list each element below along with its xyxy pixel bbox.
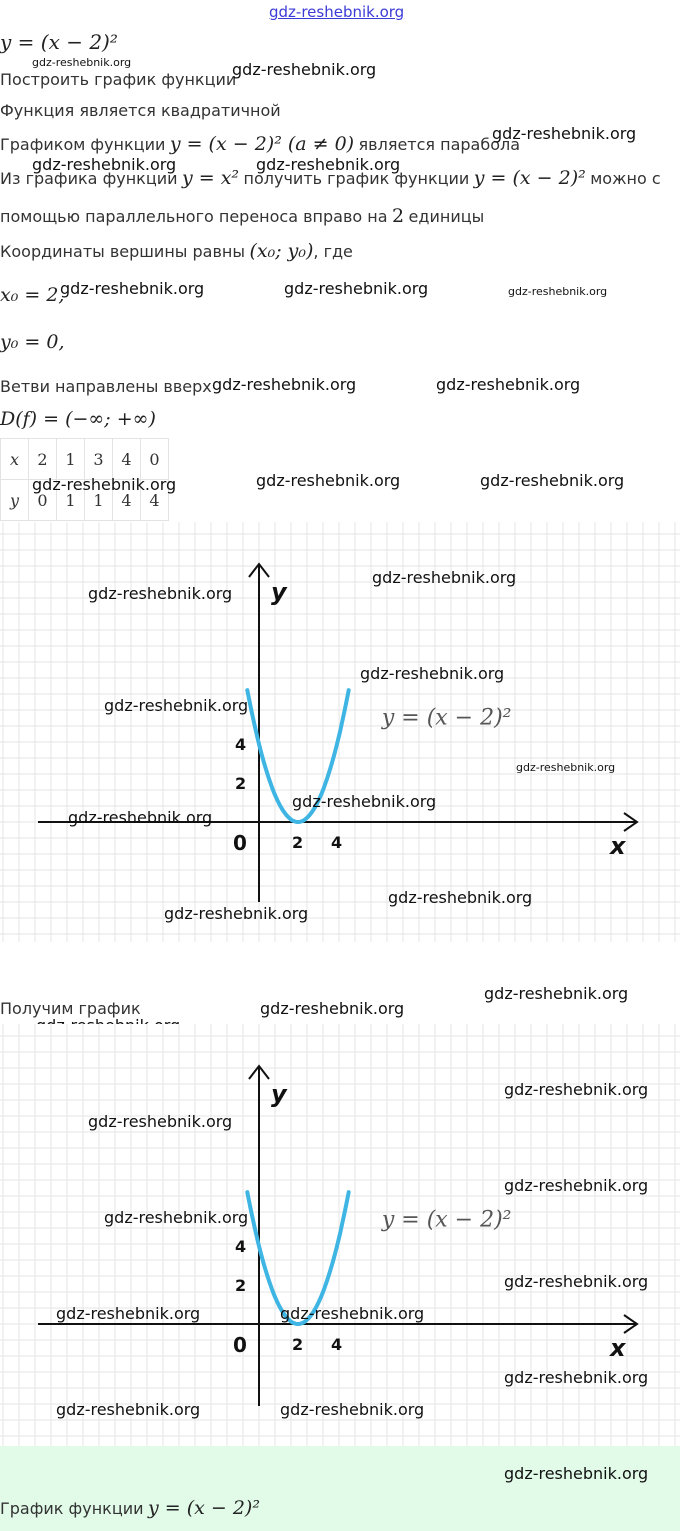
shift-prefix: помощью параллельного переноса вправо на: [0, 207, 388, 226]
table-row-x: [1, 439, 169, 480]
table-y-label: y: [1, 480, 29, 521]
watermark: gdz-reshebnik.org: [164, 904, 309, 923]
table-cell: 4: [113, 439, 141, 480]
watermark: gdz-reshebnik.org: [280, 1304, 425, 1323]
from-formula-2: y = (x − 2)²: [473, 167, 586, 189]
curve-annotation: y = (x − 2)²: [381, 705, 512, 731]
y-tick-label: 2: [235, 1276, 247, 1295]
table-cell: 2: [29, 439, 57, 480]
domain-line: D(f) = (−∞; +∞): [0, 408, 156, 430]
watermark: gdz-reshebnik.org: [60, 279, 205, 298]
table-cell: 1: [57, 480, 85, 521]
table-cell: 3: [85, 439, 113, 480]
branches-line: Ветви направлены вверх: [0, 377, 212, 396]
y-axis-label: y: [271, 1080, 287, 1108]
x-tick-label: 2: [292, 1335, 304, 1354]
result-line: Получим график: [0, 999, 141, 1018]
y0-value: y₀ = 0,: [0, 331, 65, 353]
x-tick-label: 4: [331, 1335, 343, 1354]
from-suffix: можно с: [590, 169, 661, 188]
graph-is-parabola-line: [0, 133, 520, 155]
graph-formula: y = (x − 2)² (a ≠ 0): [169, 133, 355, 155]
graph-prefix: Графиком функции: [0, 135, 166, 154]
watermark: gdz-reshebnik.org: [68, 808, 213, 827]
watermark: gdz-reshebnik.org: [32, 56, 132, 69]
x-tick-label: 4: [331, 833, 343, 852]
watermark: gdz-reshebnik.org: [104, 696, 249, 715]
watermark: gdz-reshebnik.org: [280, 1400, 425, 1419]
watermark: gdz-reshebnik.org: [480, 471, 625, 490]
tick-label-origin: 0: [233, 1333, 247, 1357]
table-cell: 4: [113, 480, 141, 521]
watermark: gdz-reshebnik.org: [360, 664, 505, 683]
watermark: gdz-reshebnik.org: [256, 471, 401, 490]
watermark: gdz-reshebnik.org: [256, 155, 401, 174]
watermark: gdz-reshebnik.org: [260, 999, 405, 1018]
quadratic-line: Функция является квадратичной: [0, 101, 281, 120]
table-cell: 1: [57, 439, 85, 480]
final-formula: y = (x − 2)²: [147, 1497, 260, 1519]
watermark: gdz-reshebnik.org: [88, 1112, 233, 1131]
watermark: gdz-reshebnik.org: [212, 375, 357, 394]
vertex-prefix: Координаты вершины равны: [0, 242, 245, 261]
table-cell: 4: [141, 480, 169, 521]
from-prefix: Из графика функции: [0, 169, 178, 188]
watermark-top-link[interactable]: gdz-reshebnik.org: [269, 3, 405, 21]
watermark: gdz-reshebnik.org: [504, 1080, 649, 1099]
y-tick-label: 4: [235, 735, 247, 754]
x-tick-label: 2: [292, 833, 304, 852]
watermark: gdz-reshebnik.org: [508, 285, 608, 298]
graph-suffix: является парабола: [358, 135, 521, 154]
shift-line: [0, 205, 484, 227]
watermark: gdz-reshebnik.org: [492, 124, 637, 143]
watermark: gdz-reshebnik.org: [284, 279, 429, 298]
watermark: gdz-reshebnik.org: [56, 1400, 201, 1419]
table-x-label: x: [1, 439, 29, 480]
table-cell: 0: [141, 439, 169, 480]
watermark: gdz-reshebnik.org: [32, 475, 177, 494]
watermark: gdz-reshebnik.org: [484, 984, 629, 1003]
vertex-formula: (x₀; y₀): [249, 240, 314, 262]
table-cell: 0: [29, 480, 57, 521]
y-tick-label: 2: [235, 774, 247, 793]
build-line: Построить график функции: [0, 70, 237, 89]
watermark: gdz-reshebnik.org: [292, 792, 437, 811]
from-formula-1: y = x²: [181, 167, 240, 189]
final-answer-line: [0, 1497, 260, 1519]
watermark: gdz-reshebnik.org: [372, 568, 517, 587]
watermark: gdz-reshebnik.org: [56, 1304, 201, 1323]
watermark: gdz-reshebnik.org: [504, 1464, 649, 1483]
x-axis-label: x: [610, 832, 626, 860]
watermark: gdz-reshebnik.org: [388, 888, 533, 907]
vertex-suffix: , где: [313, 242, 353, 261]
curve-annotation: y = (x − 2)²: [381, 1207, 512, 1233]
vertex-line: [0, 240, 353, 262]
watermark: gdz-reshebnik.org: [516, 761, 616, 774]
y-tick-label: 4: [235, 1237, 247, 1256]
watermark: gdz-reshebnik.org: [504, 1176, 649, 1195]
from-mid: получить график функции: [243, 169, 470, 188]
watermark: gdz-reshebnik.org: [436, 375, 581, 394]
y-axis-label: y: [271, 578, 287, 606]
final-prefix: График функции: [0, 1499, 144, 1518]
watermark: gdz-reshebnik.org: [504, 1368, 649, 1387]
x-axis-label: x: [610, 1334, 626, 1362]
table-cell: 1: [85, 480, 113, 521]
from-graph-line: [0, 167, 661, 189]
watermark: gdz-reshebnik.org: [88, 584, 233, 603]
shift-suffix: единицы: [408, 207, 485, 226]
watermark: gdz-reshebnik.org: [232, 60, 377, 79]
watermark: gdz-reshebnik.org: [32, 155, 177, 174]
watermark: gdz-reshebnik.org: [504, 1272, 649, 1291]
watermark: gdz-reshebnik.org: [104, 1208, 249, 1227]
function-formula: y = (x − 2)²: [0, 30, 118, 54]
tick-label-origin: 0: [233, 831, 247, 855]
shift-num: 2: [392, 205, 405, 227]
x0-value: x₀ = 2,: [0, 284, 65, 306]
